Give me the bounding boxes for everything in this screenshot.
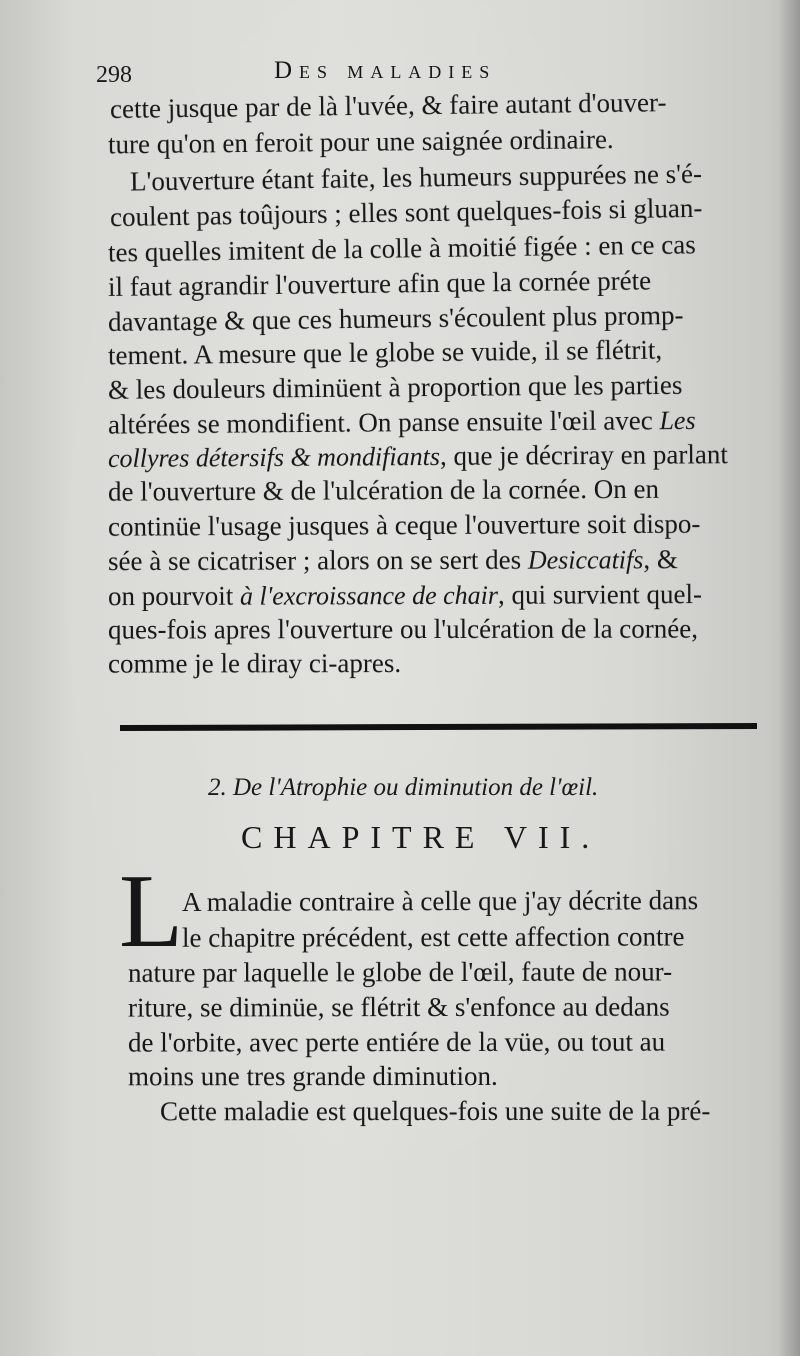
text-line: il faut agrandir l'ouverture afin que la cornée préte [107, 265, 652, 302]
line-text: sée à se cicatriser ; alors on se sert des [107, 544, 522, 577]
chapter-title: CHAPITRE VII. [241, 819, 601, 855]
line-text: , que je décriray en parlant [439, 439, 728, 471]
text-line: & les douleurs diminüent à proportion que les parties [107, 369, 683, 405]
text-line: tes quelles imitent de la colle à moitié figée : en ce cas [107, 229, 696, 268]
chapter-line: Cette maladie est quelques-fois une suite de la pré- [159, 1095, 711, 1127]
line-text: altérées se mondifient. On panse ensuite l'œil avec [107, 405, 653, 440]
text-line-with-italic [108, 542, 758, 579]
text-line: ture qu'on en feroit pour une saignée ordinaire. [107, 124, 614, 160]
chapter-line: moins une tres grande diminution. [127, 1060, 498, 1092]
italic-text: à l'excroissance de chair [239, 580, 499, 611]
italic-text: Les [659, 405, 696, 436]
italic-text: collyres détersifs & mondifiants [107, 441, 441, 473]
text-line: continüe l'usage jusques à ceque l'ouverture soit dispo- [107, 508, 701, 542]
italic-text: Desiccatifs [527, 545, 644, 575]
chapter-line: A maladie contraire à celle que j'ay décrite dans [181, 885, 699, 918]
text-line: davantage & que ces humeurs s'écoulent plus promp- [107, 299, 684, 337]
text-line-with-italic [108, 402, 758, 442]
running-head: Des maladies [274, 57, 497, 84]
chapter-reference: 2. De l'Atrophie ou diminution de l'œil. [208, 774, 599, 801]
line-text: , & [643, 544, 678, 575]
text-line: L'ouverture étant faite, les humeurs suppurées ne s'é- [129, 158, 703, 197]
text-line-with-italic [108, 437, 758, 476]
text-line: cette jusque par de là l'uvée, & faire autant d'ouver- [109, 87, 667, 124]
chapter-line: nature par laquelle le globe de l'œil, faute de nour- [127, 956, 673, 988]
chapter-line: riture, se diminüe, se flétrit & s'enfonce au dedans [127, 991, 670, 1023]
text-line: coulent pas toûjours ; elles sont quelques-fois si gluan- [109, 192, 703, 233]
chapter-line: le chapitre précédent, est cette affection contre [181, 921, 685, 953]
section-divider [120, 723, 757, 731]
page-number: 298 [96, 62, 132, 88]
text-line-with-italic [108, 577, 758, 614]
text-line: tement. A mesure que le globe se vuide, il se flétrit, [107, 334, 663, 371]
text-line: comme je le diray ci-apres. [107, 648, 402, 679]
chapter-line: de l'orbite, avec perte entiére de la vüe, ou tout au [127, 1026, 666, 1058]
line-text: on pourvoit [107, 580, 234, 612]
text-line: ques-fois apres l'ouverture ou l'ulcération de la cornée, [107, 613, 699, 645]
text-line: de l'ouverture & de l'ulcération de la cornée. On en [107, 473, 660, 507]
line-text: , qui survient quel- [497, 579, 703, 610]
drop-cap: L [119, 852, 184, 969]
